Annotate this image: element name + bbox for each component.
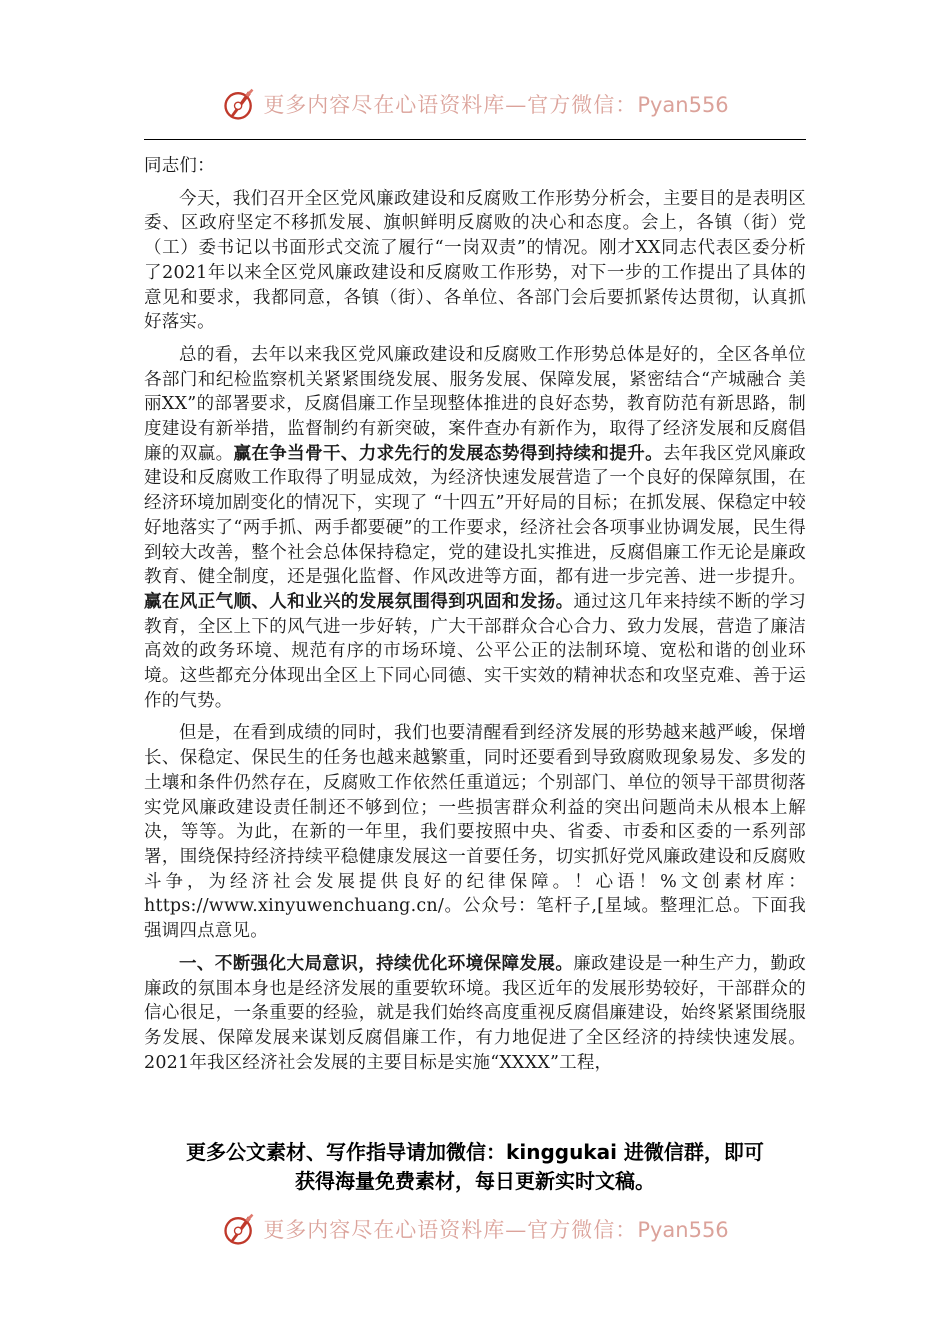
header-divider [144, 139, 806, 140]
body-paragraph [144, 721, 806, 943]
promo-line-1: 更多公文素材、写作指导请加微信：kinggukai 进微信群，即可 [186, 1140, 764, 1164]
quill-logo-icon [221, 86, 257, 122]
paragraph-list [144, 187, 806, 1076]
quill-logo-icon [221, 1211, 257, 1247]
paragraph-text: 总的看，去年以来我区党风廉政建设和反腐败工作形势总体是好的，全区各单位各部门和纪检监察机关紧紧围绕发展、服务发展、保障发展，紧密结合“产城融合 美丽XX”的部署要求，反腐倡廉工作呈现整体推进的良好态势，教育防范有新思路，制度建设有新举措，监督制约有新突破，案件查办有新作为，取得了经济发展和反腐倡廉的双赢。 [144, 344, 806, 464]
document-body [144, 154, 806, 1083]
footer-banner-text: 更多内容尽在心语资料库—官方微信：Pyan556 [263, 1218, 729, 1242]
paragraph-text: 今天，我们召开全区党风廉政建设和反腐败工作形势分析会，主要目的是表明区委、区政府坚定不移抓发展、旗帜鲜明反腐败的决心和态度。会上，各镇（街）党（工）委书记以书面形式交流了履行“一岗双责”的情况。刚才XX同志代表区委分析了2021年以来全区党风廉政建设和反腐败工作形势，对下一步的工作提出了具体的意见和要求，我都同意，各镇（街）、各单位、各部门会后要抓紧传达贯彻，认真抓好落实。 [144, 188, 806, 333]
paragraph-text: 但是，在看到成绩的同时，我们也要清醒看到经济发展的形势越来越严峻，保增长、保稳定、保民生的任务也越来越繁重，同时还要看到导致腐败现象易发、多发的土壤和条件仍然存在，反腐败工作依然任重道远；个别部门、单位的领导干部贯彻落实党风廉政建设责任制还不够到位；一些损害群众利益的突出问题尚未从根本上解决，等等。为此，在新的一年里，我们要按照中央、省委、市委和区委的一系列部署，围绕保持经济持续平稳健康发展这一首要任务，切实抓好党风廉政建设和反腐败斗争，为经济社会发展提供良好的纪律保障。！心语！%文创素材库：https://www.xinyuwenchuang.cn/。公众号：笔杆子,[星域。整理汇总。下面我强调四点意见。 [144, 723, 806, 942]
header-banner-text: 更多内容尽在心语资料库—官方微信：Pyan556 [263, 93, 729, 117]
header-banner [0, 82, 950, 126]
header-wechat-id: Pyan556 [637, 93, 729, 117]
footer-banner [0, 1207, 950, 1251]
paragraph-text: 廉政建设是一种生产力，勤政廉政的氛围本身也是经济发展的重要软环境。我区近年的发展形势较好，干部群众的信心很足，一条重要的经验，就是我们始终高度重视反腐倡廉建设，始终紧紧围绕服务发展、保障发展来谋划反腐倡廉工作，有力地促进了全区经济的持续快速发展。2021年我区经济社会发展的主要目标是实施“XXXX”工程， [144, 953, 806, 1073]
bold-heading-text: 一、不断强化大局意识，持续优化环境保障发展。 [179, 953, 574, 974]
promo-text [110, 1138, 840, 1196]
footer-wechat-id: Pyan556 [637, 1218, 729, 1242]
paragraph-text: 去年我区党风廉政建设和反腐败工作取得了明显成效，为经济快速发展营造了一个良好的保障氛围，在经济环境加剧变化的情况下，实现了 “十四五”开好局的目标；在抓发展、保稳定中较好地落实了“两手抓、两手都要硬”的工作要求，经济社会各项事业协调发展，民生得到较大改善，整个社会总体保持稳定，党的建设扎实推进，反腐倡廉工作无论是廉政教育、健全制度，还是强化监督、作风改进等方面，都有进一步完善、进一步提升。 [144, 443, 806, 588]
bold-heading-text: 赢在风正气顺、人和业兴的发展氛围得到巩固和发扬。 [144, 591, 574, 612]
salutation: 同志们： [144, 156, 215, 176]
body-paragraph [144, 952, 806, 1076]
footer-banner-content [221, 1211, 728, 1247]
body-paragraph [144, 343, 806, 714]
bold-heading-text: 赢在争当骨干、力求先行的发展态势得到持续和提升。 [233, 443, 664, 464]
header-banner-content [221, 86, 728, 122]
promo-line-2: 获得海量免费素材，每日更新实时文稿。 [295, 1169, 655, 1193]
body-paragraph [144, 187, 806, 335]
paragraph-text: 通过这几年来持续不断的学习教育，全区上下的风气进一步好转，广大干部群众合心合力、致力发展，营造了廉洁高效的政务环境、规范有序的市场环境、公平公正的法制环境、宽松和谐的创业环境。这些都充分体现出全区上下同心同德、实干实效的精神状态和攻坚克难、善于运作的气势。 [144, 591, 806, 711]
